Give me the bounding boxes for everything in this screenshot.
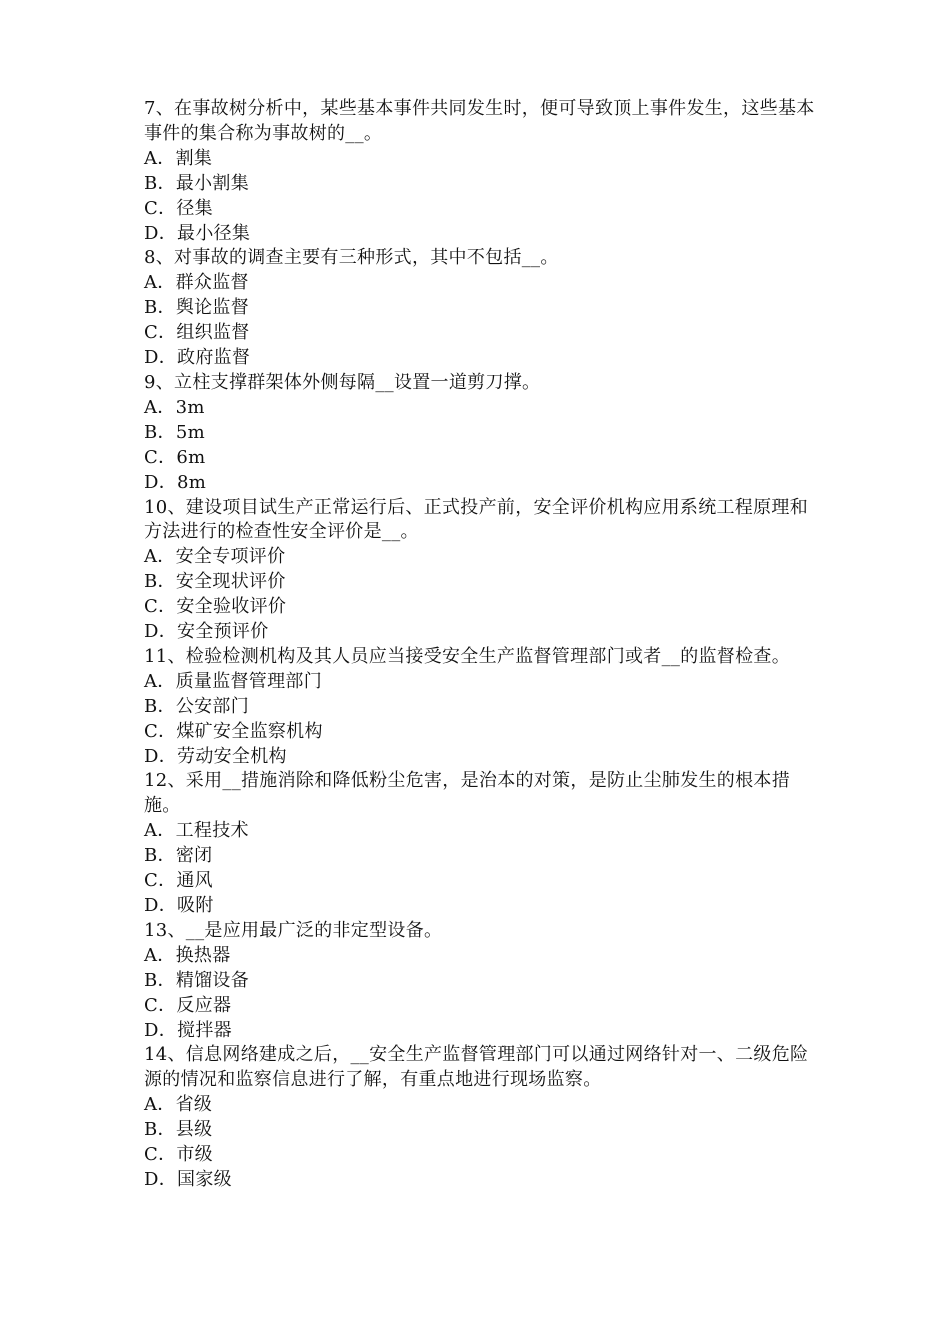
option-c: C．安全验收评价 xyxy=(144,596,287,618)
option-c: C．通风 xyxy=(144,870,213,892)
option-c: C．煤矿安全监察机构 xyxy=(144,720,323,742)
question-13 xyxy=(144,919,816,1044)
question-7 xyxy=(144,97,816,246)
option-d: D．吸附 xyxy=(144,895,214,916)
option-a: A．省级 xyxy=(144,1094,213,1116)
option-b: B．舆论监督 xyxy=(144,297,250,319)
question-8 xyxy=(144,246,816,371)
option-c: C．径集 xyxy=(144,197,213,219)
option-a: A．群众监督 xyxy=(144,272,249,294)
option-c: C．市级 xyxy=(144,1144,213,1166)
option-a: A．3m xyxy=(144,396,205,418)
question-11 xyxy=(144,645,816,770)
option-b: B．5m xyxy=(144,421,205,443)
question-text: 8、对事故的调查主要有三种形式，其中不包括__。 xyxy=(144,247,559,269)
option-a: A．换热器 xyxy=(144,944,231,966)
question-12 xyxy=(144,769,816,918)
option-a: A．质量监督管理部门 xyxy=(144,670,322,692)
question-text: 10、建设项目试生产正常运行后、正式投产前，安全评价机构应用系统工程原理和方法进行的检查性安全评价是__。 xyxy=(144,496,809,543)
question-text: 14、信息网络建成之后，__安全生产监督管理部门可以通过网络针对一、二级危险源的情况和监察信息进行了解，有重点地进行现场监察。 xyxy=(144,1044,809,1091)
option-a: A．工程技术 xyxy=(144,820,249,842)
option-d: D．政府监督 xyxy=(144,347,251,369)
question-text: 9、立柱支撑群架体外侧每隔__设置一道剪刀撑。 xyxy=(144,371,541,393)
option-d: D．8m xyxy=(144,471,207,493)
question-text: 12、采用__措施消除和降低粉尘危害，是治本的对策，是防止尘肺发生的根本措施。 xyxy=(144,770,791,817)
question-10 xyxy=(144,496,816,645)
option-c: C．反应器 xyxy=(144,994,232,1016)
option-b: B．密闭 xyxy=(144,845,213,867)
document-page xyxy=(144,97,816,1193)
option-c: C．组织监督 xyxy=(144,322,250,344)
option-b: B．精馏设备 xyxy=(144,969,250,991)
option-c: C．6m xyxy=(144,446,206,468)
question-9 xyxy=(144,371,816,496)
option-d: D．搅拌器 xyxy=(144,1019,232,1041)
option-d: D．最小径集 xyxy=(144,222,251,244)
question-text: 11、检验检测机构及其人员应当接受安全生产监督管理部门或者__的监督检查。 xyxy=(144,645,791,667)
option-b: B．公安部门 xyxy=(144,695,250,717)
option-a: A．安全专项评价 xyxy=(144,546,286,568)
option-b: B．县级 xyxy=(144,1119,213,1141)
question-text: 7、在事故树分析中，某些基本事件共同发生时，便可导致顶上事件发生，这些基本事件的集合称为事故树的__。 xyxy=(144,98,815,144)
question-text: 13、__是应用最广泛的非定型设备。 xyxy=(144,919,443,941)
option-b: B．安全现状评价 xyxy=(144,571,286,593)
question-14 xyxy=(144,1043,816,1192)
option-d: D．劳动安全机构 xyxy=(144,745,287,767)
option-d: D．国家级 xyxy=(144,1168,232,1190)
option-b: B．最小割集 xyxy=(144,172,250,194)
option-a: A．割集 xyxy=(144,147,213,169)
option-d: D．安全预评价 xyxy=(144,621,269,643)
